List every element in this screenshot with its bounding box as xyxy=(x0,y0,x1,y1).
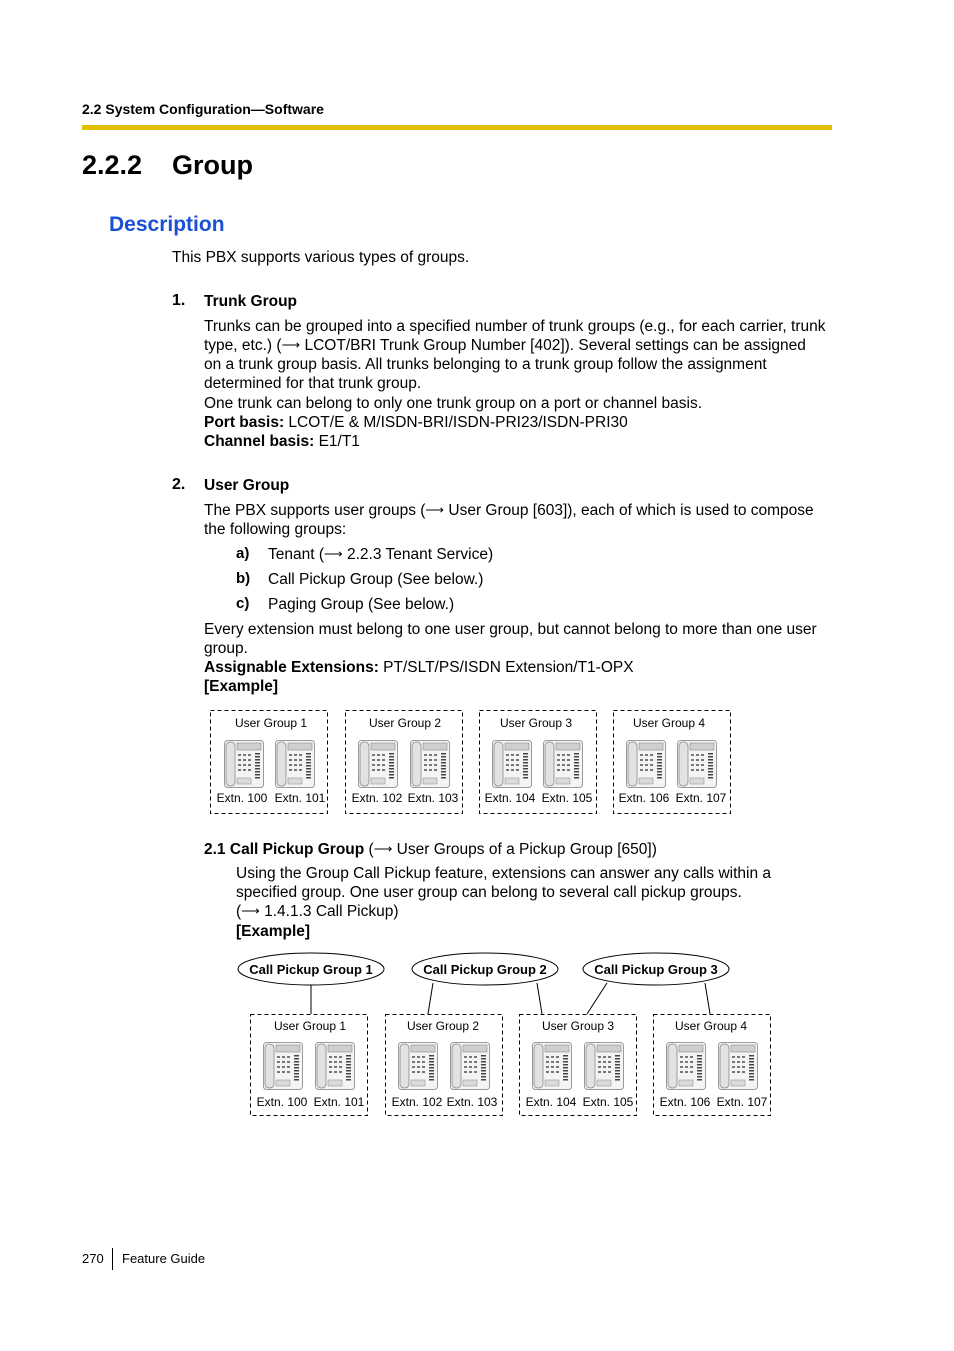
user-group-box-3 xyxy=(520,1015,637,1116)
assignable-label: Assignable Extensions: xyxy=(204,659,379,676)
trunk-line-2-start: type, etc.) ( xyxy=(204,337,282,354)
call-pickup-diagram xyxy=(230,945,790,1125)
list-item-paging: Paging Group (See below.) xyxy=(268,596,455,613)
example-label-1: [Example] xyxy=(204,678,279,695)
call-pickup-group-2 xyxy=(412,953,558,985)
telephone-icon xyxy=(276,741,315,788)
trunk-line-3: on a trunk group basis. All trunks belonging to a trunk group follow the assignment xyxy=(204,356,767,373)
port-basis-label: Port basis: xyxy=(204,414,285,431)
extension-label: Extn. 101 xyxy=(274,791,326,805)
extension-label: Extn. 107 xyxy=(675,791,727,805)
reference-arrow-icon: ⟶ xyxy=(373,841,393,856)
pickup-group-label: Call Pickup Group 2 xyxy=(423,962,547,977)
list-letter-a: a) xyxy=(236,545,250,562)
pickup-group-label: Call Pickup Group 3 xyxy=(594,962,718,977)
pickup-ref-open: ( xyxy=(236,903,242,920)
telephone-icon xyxy=(627,741,666,788)
pickup-group-label: Call Pickup Group 1 xyxy=(249,962,373,977)
list-letter-b: b) xyxy=(236,570,251,587)
user-group-box-2 xyxy=(386,1015,503,1116)
tenant-ref: 2.2.3 Tenant Service) xyxy=(346,546,494,563)
telephone-icon xyxy=(225,741,264,788)
telephone-icon xyxy=(264,1043,303,1090)
extension-label: Extn. 103 xyxy=(446,1095,498,1109)
channel-basis-value: E1/T1 xyxy=(318,433,360,450)
user-group-box-4 xyxy=(654,1015,771,1116)
user-group-diagram xyxy=(200,700,745,825)
user-line-1 xyxy=(204,501,814,520)
extension-label: Extn. 100 xyxy=(256,1095,308,1109)
trunk-line-2-ref: LCOT/BRI Trunk Group Number [402]). Several settings can be assigned xyxy=(304,337,806,354)
extension-label: Extn. 107 xyxy=(716,1095,768,1109)
trunk-line-5: One trunk can belong to only one trunk group on a port or channel basis. xyxy=(204,395,703,412)
call-pickup-number: 2.1 xyxy=(204,841,226,858)
pickup-line-3 xyxy=(236,902,399,921)
user-group-heading: User Group xyxy=(204,477,290,494)
user-group-box-1 xyxy=(211,711,328,814)
user-group-label: User Group 2 xyxy=(368,716,442,730)
pickup-line-1: Using the Group Call Pickup feature, extensions can answer any calls within a xyxy=(236,865,772,882)
extension-label: Extn. 105 xyxy=(541,791,593,805)
connector-line xyxy=(537,983,542,1014)
item-number-2: 2. xyxy=(172,476,186,493)
header-rule xyxy=(82,125,832,130)
channel-basis-label: Channel basis: xyxy=(204,433,315,450)
user-group-label: User Group 4 xyxy=(632,716,706,730)
user-group-label: User Group 3 xyxy=(499,716,573,730)
page-title: Group xyxy=(172,150,253,180)
telephone-icon xyxy=(585,1043,624,1090)
user-line-1-start: The PBX supports user groups ( xyxy=(204,502,426,519)
call-pickup-ref: User Groups of a Pickup Group [650]) xyxy=(396,841,657,858)
page-number: 270 xyxy=(82,1251,104,1266)
pickup-ref: 1.4.1.3 Call Pickup) xyxy=(264,903,399,920)
reference-arrow-icon: ⟶ xyxy=(281,337,301,352)
extension-label: Extn. 101 xyxy=(313,1095,365,1109)
section-number: 2.2.2 xyxy=(82,150,143,180)
reference-arrow-icon: ⟶ xyxy=(324,546,343,561)
telephone-icon xyxy=(533,1043,572,1090)
extension-label: Extn. 105 xyxy=(582,1095,634,1109)
call-pickup-ref-open: ( xyxy=(368,841,374,858)
assignable-extensions xyxy=(204,658,634,677)
call-pickup-group-1 xyxy=(238,953,384,985)
reference-arrow-icon: ⟶ xyxy=(241,903,260,918)
user-group-box-3 xyxy=(480,711,597,814)
user-group-label: User Group 1 xyxy=(273,1019,347,1033)
user-group-box-1 xyxy=(251,1015,368,1116)
user-group-box-2 xyxy=(346,711,463,814)
call-pickup-heading xyxy=(204,840,657,859)
telephone-icon xyxy=(316,1043,355,1090)
pickup-line-2: specified group. One user group can belong to several call pickup groups. xyxy=(236,884,742,901)
extension-label: Extn. 103 xyxy=(407,791,459,805)
user-line-2: the following groups: xyxy=(204,521,347,538)
trunk-line-4: determined for that trunk group. xyxy=(204,375,422,392)
assignable-value: PT/SLT/PS/ISDN Extension/T1-OPX xyxy=(383,659,634,676)
connector-line xyxy=(705,983,710,1014)
extension-label: Extn. 104 xyxy=(525,1095,577,1109)
trunk-line-1: Trunks can be grouped into a specified number of trunk groups (e.g., for each carrier, trunk xyxy=(204,318,826,335)
channel-basis xyxy=(204,432,360,451)
call-pickup-title: Call Pickup Group xyxy=(229,841,365,858)
user-group-box-4 xyxy=(614,711,731,814)
example-label-2: [Example] xyxy=(236,923,311,940)
user-group-label: User Group 4 xyxy=(674,1019,748,1033)
telephone-icon xyxy=(359,741,398,788)
user-group-label: User Group 2 xyxy=(406,1019,480,1033)
telephone-icon xyxy=(544,741,583,788)
extension-label: Extn. 102 xyxy=(351,791,403,805)
telephone-icon xyxy=(399,1043,438,1090)
extension-label: Extn. 102 xyxy=(391,1095,443,1109)
running-header: 2.2 System Configuration—Software xyxy=(82,101,324,117)
item-number-1: 1. xyxy=(172,292,186,309)
trunk-line-2 xyxy=(204,336,806,355)
extension-label: Extn. 106 xyxy=(659,1095,711,1109)
telephone-icon xyxy=(719,1043,758,1090)
tenant-text: Tenant ( xyxy=(268,546,325,563)
user-line-1-ref: User Group [603]), each of which is used to compose xyxy=(448,502,814,519)
description-heading: Description xyxy=(109,213,225,236)
trunk-group-heading: Trunk Group xyxy=(204,293,297,310)
port-basis xyxy=(204,413,628,432)
user-line-3: Every extension must belong to one user group, but cannot belong to more than one user xyxy=(204,621,817,638)
user-line-4: group. xyxy=(204,640,248,657)
telephone-icon xyxy=(451,1043,490,1090)
user-group-label: User Group 1 xyxy=(234,716,308,730)
telephone-icon xyxy=(411,741,450,788)
list-item-call-pickup: Call Pickup Group (See below.) xyxy=(268,571,484,588)
intro-text: This PBX supports various types of groups. xyxy=(172,249,470,266)
connector-line xyxy=(587,983,607,1014)
user-group-label: User Group 3 xyxy=(541,1019,615,1033)
telephone-icon xyxy=(667,1043,706,1090)
telephone-icon xyxy=(493,741,532,788)
extension-label: Extn. 106 xyxy=(618,791,670,805)
footer-divider xyxy=(112,1248,113,1270)
list-item-tenant xyxy=(268,545,493,564)
extension-label: Extn. 104 xyxy=(484,791,536,805)
port-basis-value: LCOT/E & M/ISDN-BRI/ISDN-PRI23/ISDN-PRI30 xyxy=(288,414,628,431)
footer-title: Feature Guide xyxy=(122,1251,206,1266)
extension-label: Extn. 100 xyxy=(216,791,268,805)
list-letter-c: c) xyxy=(236,595,250,612)
call-pickup-group-3 xyxy=(583,953,729,985)
telephone-icon xyxy=(678,741,717,788)
reference-arrow-icon: ⟶ xyxy=(425,502,445,517)
connector-line xyxy=(428,983,433,1014)
